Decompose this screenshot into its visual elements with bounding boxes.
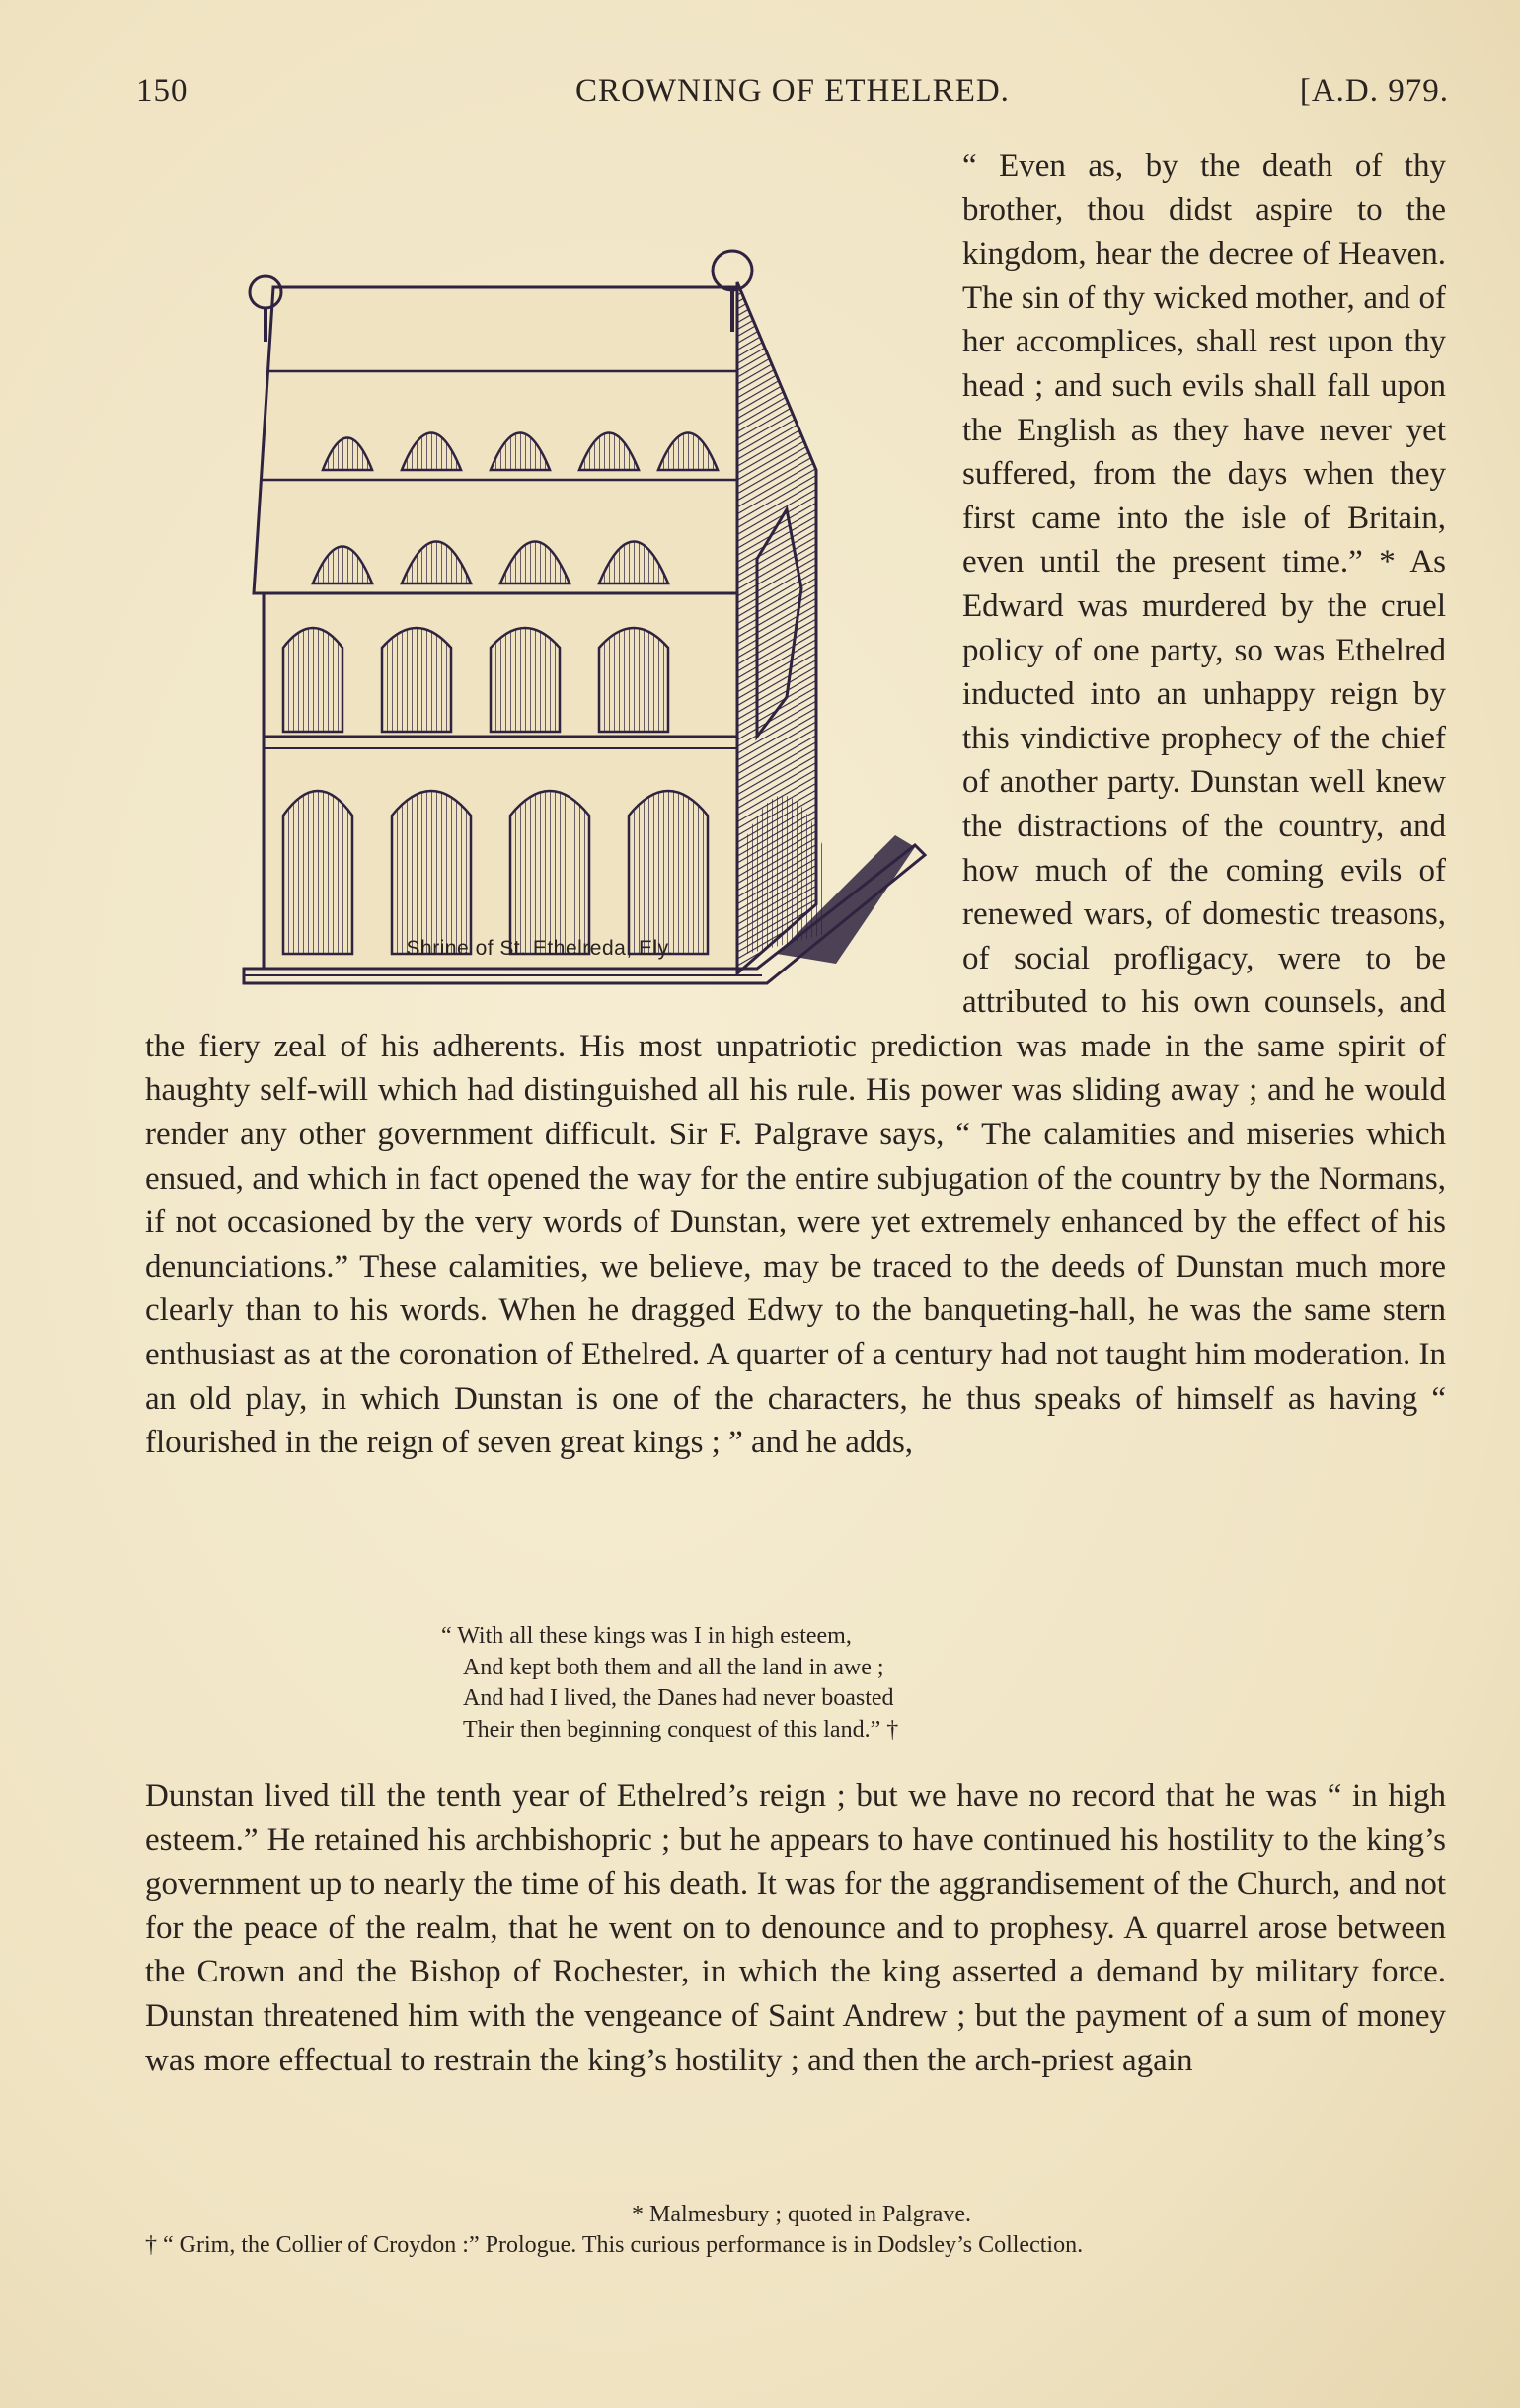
shrine-figure	[145, 144, 935, 986]
footnote-1: * Malmesbury ; quoted in Palgrave.	[632, 2202, 971, 2227]
verse-line: Their then beginning conquest of this land.” †	[463, 1716, 899, 1743]
shrine-engraving	[145, 144, 935, 986]
verse-line: And had I lived, the Danes had never boasted	[463, 1685, 894, 1711]
footnote-2: † “ Grim, the Collier of Croydon :” Prologue. This curious performance is in Dodsley’s Collection.	[145, 2232, 1084, 2258]
verse-line: “ With all these kings was I in high esteem,	[441, 1623, 852, 1649]
year-label: [A.D. 979.	[1299, 73, 1449, 109]
page-number: 150	[136, 73, 189, 109]
paragraph-1-text: “ Even as, by the death of thy brother, thou didst aspire to the kingdom, hear the decree of Heaven. The sin of thy wicked mother, and of her accomplices, shall rest upon thy head ; and such evils shall fall upon the English as they have never yet suffered, from the days when they first came into the isle of Britain, even until the present time.” * As Edward was murdered by the cruel policy of one party, so was Ethelred inducted into an unhappy reign by this vindictive prophecy of the chief of another party. Dunstan well knew the distractions of the country, and how much of the coming evils of renewed wars, of domestic treasons, of social profligacy, were to be attributed to his own counsels, and the fiery zeal of his adherents. His most unpatriotic prediction was made in the same spirit of haughty self-will which had distinguished all his rule. His power was sliding away ; and he would render any other government difficult. Sir F. Palgrave says, “ The calamities and miseries which ensued, and which in fact opened the way for the entire subjugation of the country by the Normans, if not occasioned by the very words of Dunstan, were yet extremely enhanced by the effect of his denunciations.” These calamities, we believe, may be traced to the deeds of Dunstan much more clearly than to his words. When he dragged Edwy to the banqueting-hall, he was the same stern enthusiast as at the coronation of Ethelred. A quarter of a century had not taught him moderation. In an old play, in which Dunstan is one of the characters, he thus speaks of himself as having “ flourished in the reign of seven great kings ; ” and he adds,	[145, 148, 1446, 1461]
verse-quotation	[441, 1621, 1152, 1746]
paragraph-1	[145, 144, 1446, 1465]
verse-line: And kept both them and all the land in awe ;	[463, 1654, 884, 1680]
paragraph-2	[145, 1774, 1446, 2082]
paragraph-2-text: Dunstan lived till the tenth year of Ethelred’s reign ; but we have no record that he was “ in high esteem.” He retained his archbishopric ; but he appears to have continued his hostility to the king’s government up to nearly the time of his death. It was for the aggrandisement of the Church, and not for the peace of the realm, that he went on to denounce and to prophesy. A quarrel arose between the Crown and the Bishop of Rochester, in which the king asserted a demand by military force. Dunstan threatened him with the vengeance of Saint Andrew ; but the payment of a sum of money was more effectual to restrain the king’s hostility ; and then the arch-priest again	[145, 1778, 1446, 2078]
running-header	[136, 73, 1449, 122]
figure-caption: Shrine of St. Ethelreda, Ely.	[406, 937, 674, 960]
chapter-title: CROWNING OF ETHELRED.	[575, 73, 1010, 109]
footnotes	[145, 2200, 1458, 2261]
